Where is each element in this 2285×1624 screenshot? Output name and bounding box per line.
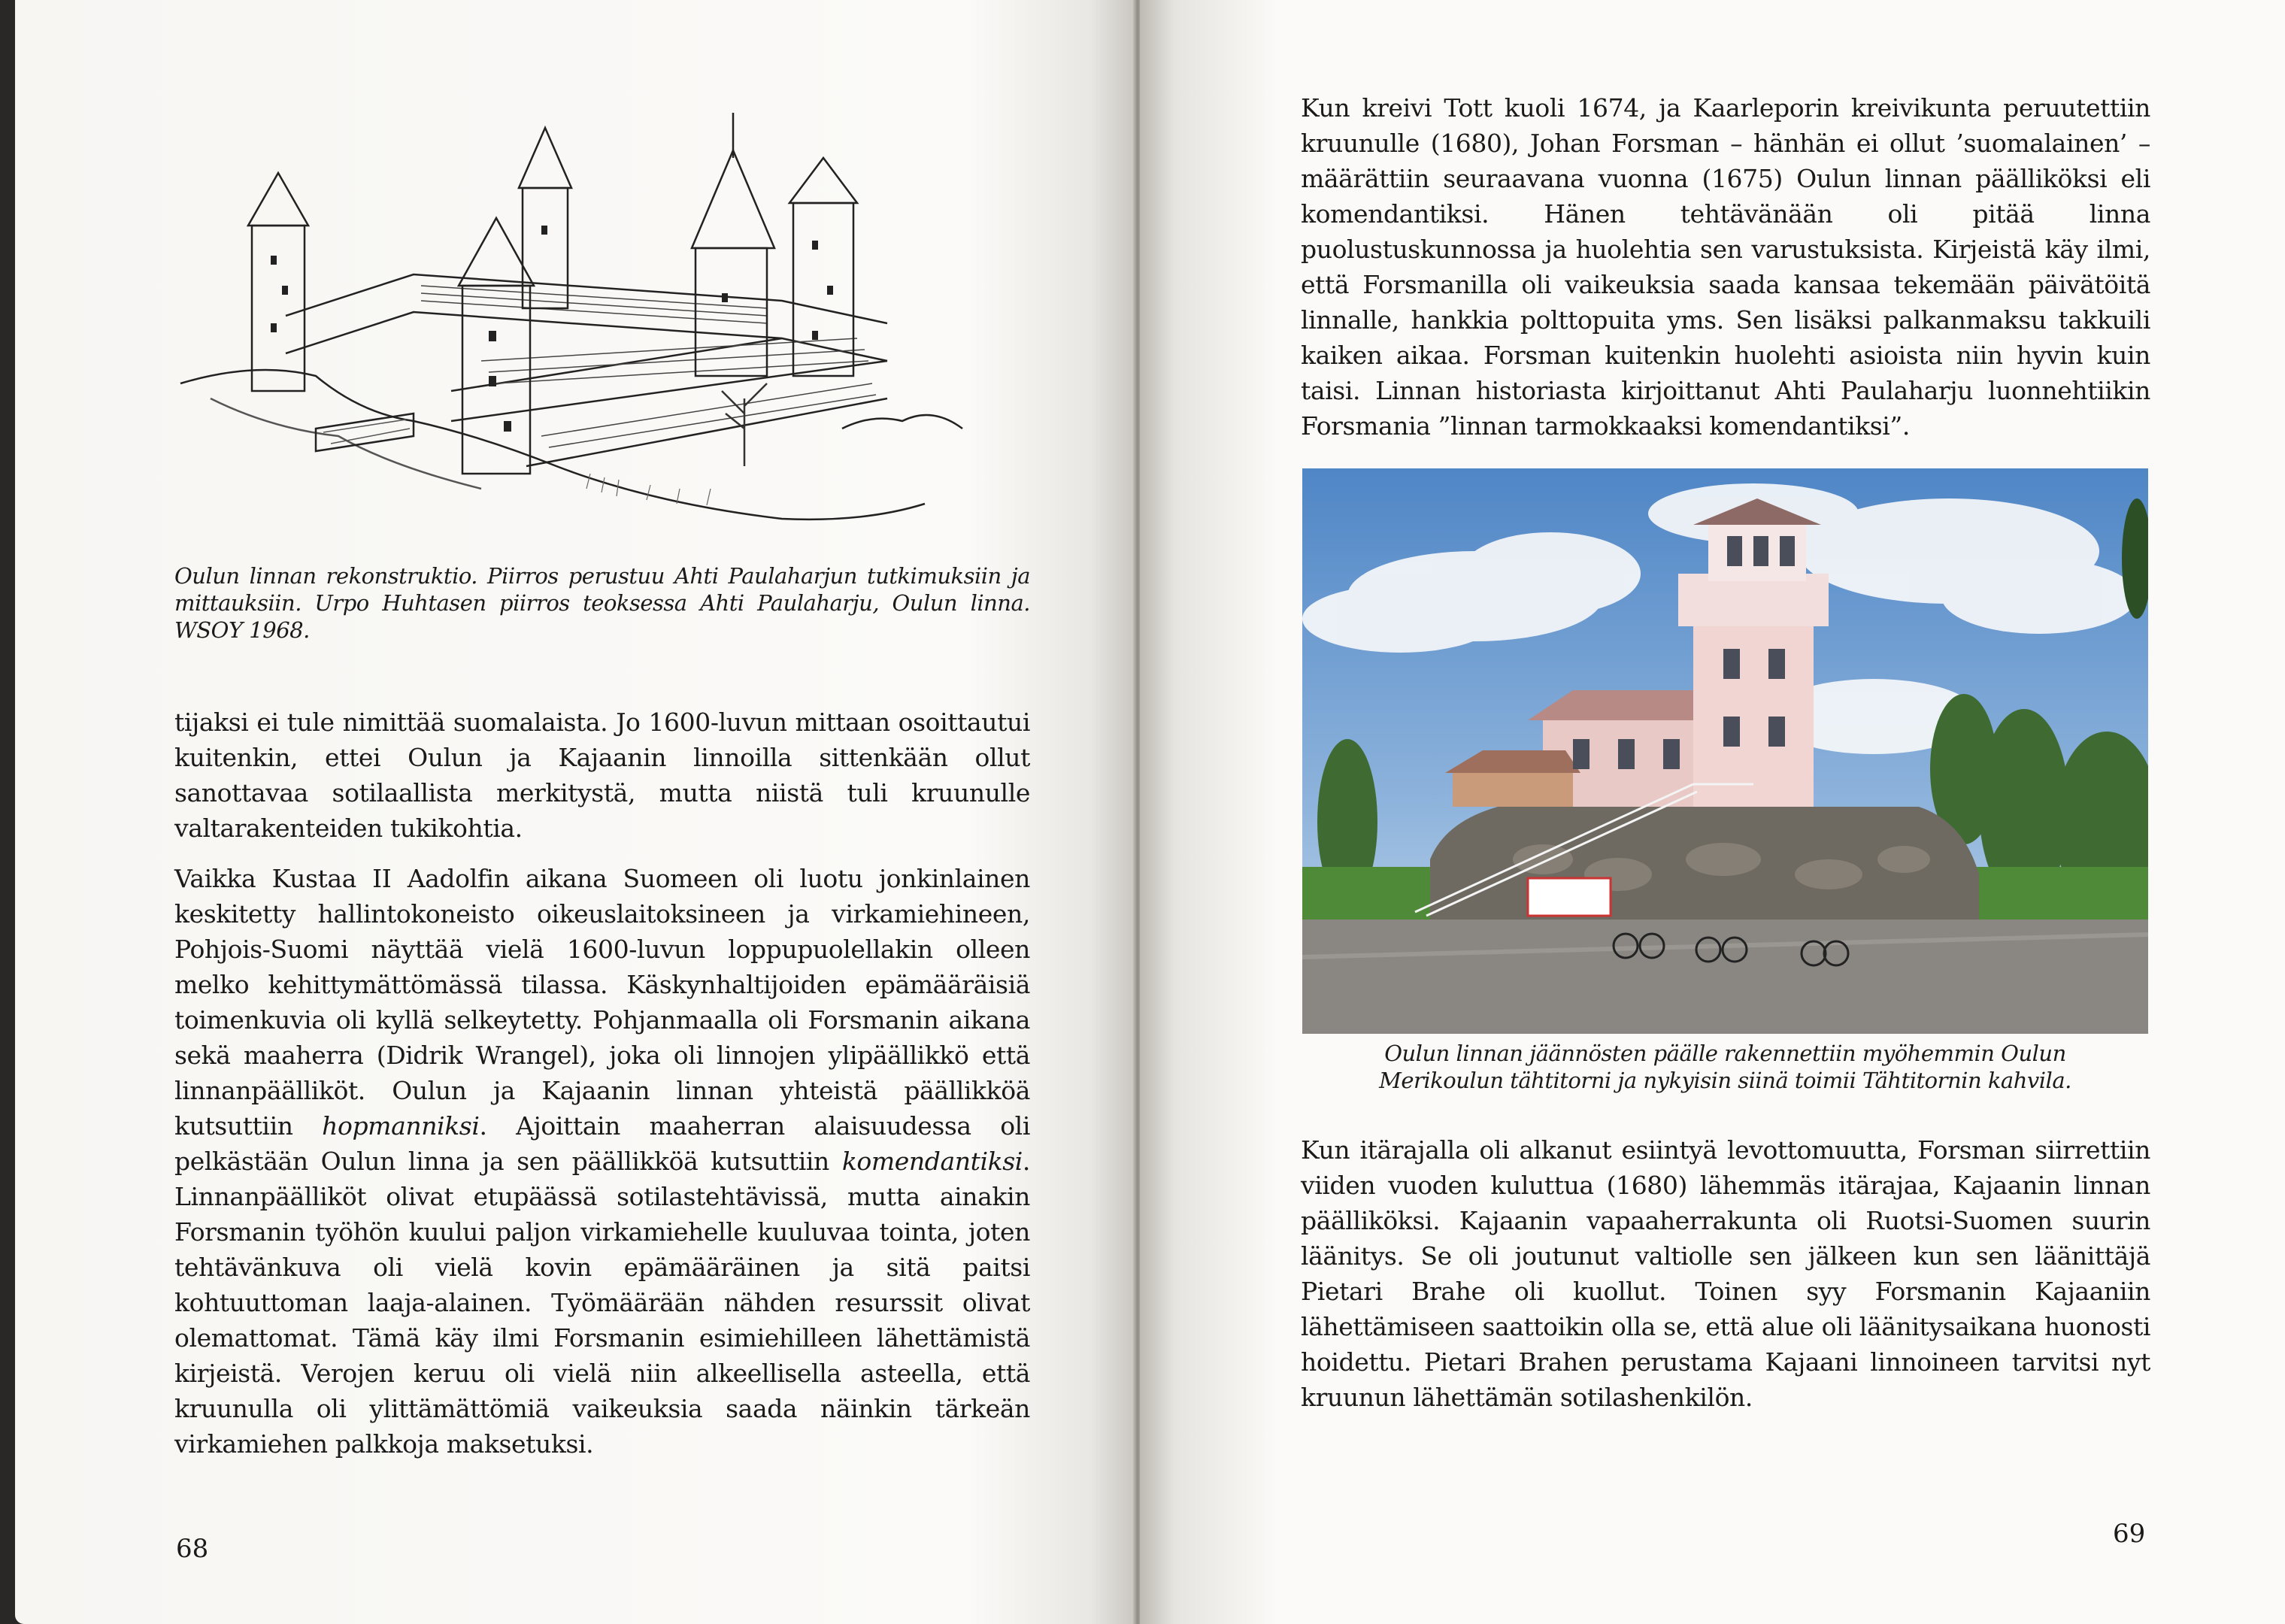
left-paragraph-2: [174, 861, 1030, 1462]
left-page: [15, 0, 1135, 1624]
page-number-right: 69: [2113, 1519, 2146, 1549]
photo-caption-line-1: Oulun linnan jäännösten päälle rakennettiin myöhemmin Oulun: [1384, 1041, 2066, 1066]
left-paragraph-1: tijaksi ei tule nimittää suomalaista. Jo 1600-luvun mittaan osoittautui kuitenkin, ettei Oulun ja Kajaanin linnoilla sittenkään ollut sanottavaa sotilaallista merkitystä, mutta niistä tuli kruunulle valtarakenteiden tukikohtia.: [174, 707, 1030, 843]
right-body-text-top: [1301, 90, 2150, 444]
right-body-text-bottom: [1301, 1132, 2150, 1415]
right-page: [1140, 0, 2285, 1624]
castle-reconstruction-sketch: [165, 113, 1030, 534]
photo-caption-line-2: Merikoulun tähtitorni ja nykyisin siinä toimii Tähtitornin kahvila.: [1379, 1068, 2071, 1093]
sketch-caption: [174, 562, 1030, 644]
photo-caption: [1302, 1040, 2148, 1094]
term-komendantiksi: komendantiksi: [841, 1147, 1023, 1176]
left-paragraph-2-part-c: . Linnanpäälliköt olivat etupäässä sotilastehtävissä, mutta ainakin Forsmanin työhön kuului paljon virkamiehelle kuuluvaa tointa, joten tehtävänkuva oli vielä kovin epämääräinen ja sitä paitsi kohtuuttoman laaja-alainen. Työmäärään nähden resurssit olivat olemattomat. Tämä käy ilmi Forsmanin esimiehilleen lähettämistä kirjeistä. Verojen keruu oli vielä niin alkeellisella asteella, että kruunulla oli ylittämättömiä vaikeuksia saada näinkin tärkeän virkamiehen palkkoja maksetuksi.: [174, 1147, 1030, 1459]
right-paragraph-2: Kun itärajalla oli alkanut esiintyä levottomuutta, Forsman siirrettiin viiden vuoden kuluttua (1680) lähemmäs itärajaa, Kajaanin linnan päälliköksi. Kajaanin vapaaherrakunta oli Ruotsi-Suomen suurin läänitys. Se oli joutunut valtiolle sen jälkeen kun sen läänittäjä Pietari Brahe oli kuollut. Toinen syy Forsmanin Kajaaniin lähettämiseen saattoikin olla se, että alue oli läänitysaikana huonosti hoidettu. Pietari Brahen perustama Kajaani linnoineen tarvitsi nyt kruunun lähettämän sotilashenkilön.: [1301, 1135, 2150, 1412]
sketch-caption-text: Oulun linnan rekonstruktio. Piirros perustuu Ahti Paulaharjun tutkimuksiin ja mittauksiin. Urpo Huhtasen piirros teoksessa Ahti Paulaharju, Oulun linna. WSOY 1968.: [174, 563, 1030, 643]
left-paragraph-2-part-b: . Ajoittain maaherran alaisuudessa oli pelkästään Oulun linna ja sen päällikköä kutsuttiin: [174, 1111, 1030, 1176]
term-hopmanniksi: hopmanniksi: [322, 1111, 480, 1141]
left-body-text: [174, 704, 1030, 1462]
left-paragraph-2-part-a: Vaikka Kustaa II Aadolfin aikana Suomeen oli luotu jonkinlainen keskitetty hallintokoneisto oikeuslaitoksineen ja virkamiehineen, Pohjois-Suomi näyttää vielä 1600-luvun loppupuolellakin olleen melko kehittymättömässä tilassa. Käskynhaltijoiden epämääräisiä toimenkuvia oli kyllä selkeytetty. Pohjanmaalla oli Forsmanin aikana sekä maaherra (Didrik Wrangel), joka oli linnojen ylipäällikkö että linnanpäälliköt. Oulun ja Kajaanin linnan yhteistä päällikköä kutsuttiin: [174, 864, 1030, 1141]
right-paragraph-1: Kun kreivi Tott kuoli 1674, ja Kaarleporin kreivikunta peruutettiin kruunulle (1680), Johan Forsman – hänhän ei ollut ’suomalainen’ – määrättiin seuraavana vuonna (1675) Oulun linnan päälliköksi eli komendantiksi. Hänen tehtävänään oli pitää linna puolustuskunnossa ja huolehtia sen varustuksista. Kirjeistä käy ilmi, että Forsmanilla oli vaikeuksia saada kansaa tekemään päivätöitä linnalle, hankkia polttopuita yms. Sen lisäksi palkanmaksu takkuili kaiken aikaa. Forsman kuitenkin huolehti asioista niin hyvin kuin taisi. Linnan historiasta kirjoittanut Ahti Paulaharju luonnehtiikin Forsmania ”linnan tarmokkaaksi komendantiksi”.: [1301, 93, 2150, 441]
observatory-photo: [1302, 468, 2148, 1034]
page-number-left: 68: [176, 1534, 209, 1564]
